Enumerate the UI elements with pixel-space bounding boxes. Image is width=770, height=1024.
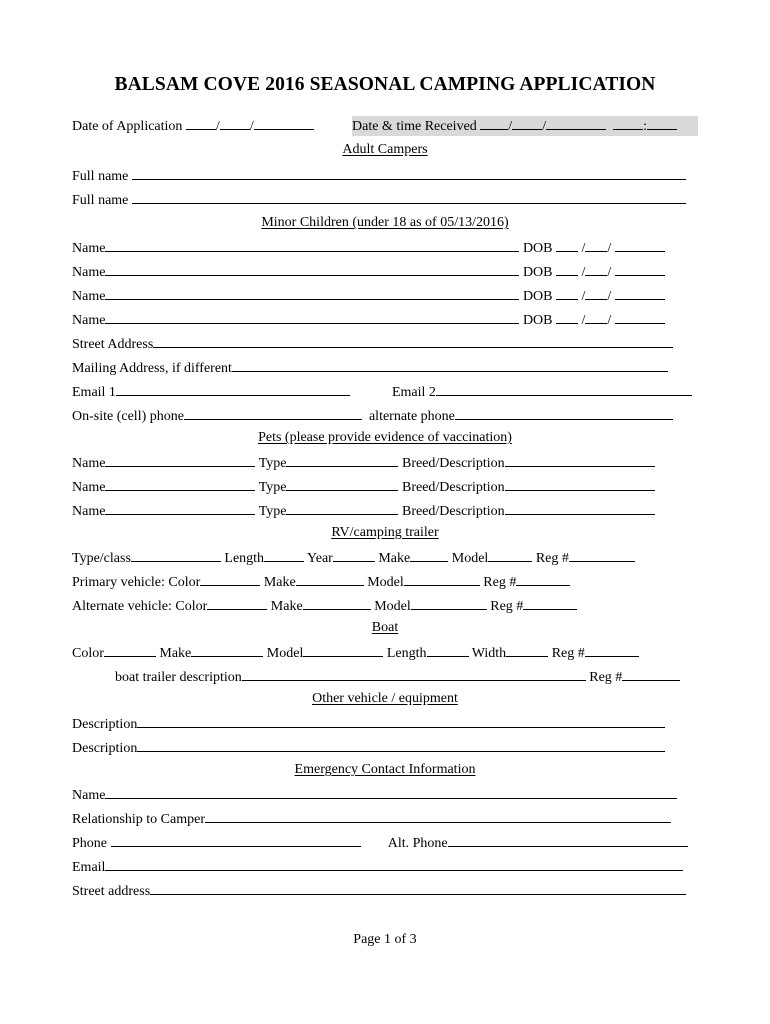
app-month-field[interactable] [186,116,216,130]
onsite-phone-label: On-site (cell) phone [72,409,184,424]
length-label: Length [224,551,265,566]
full-name-label: Full name [72,193,129,208]
email2-field[interactable] [436,382,692,396]
description-row-1 [72,714,665,734]
pet-breed-field-1[interactable] [505,453,655,467]
relationship-field[interactable] [205,809,671,823]
adult-campers-header: Adult Campers [342,142,428,157]
breed-label: Breed/Description [401,504,505,519]
name-label: Name [72,313,106,328]
rv-row [72,548,635,568]
mailing-address-field[interactable] [232,358,668,372]
model-label: Model [266,646,304,661]
name-label: Name [72,480,106,495]
boat-length-field[interactable] [427,643,469,657]
boat-header: Boat [371,620,399,635]
name-label: Name [72,289,106,304]
page-number: Page 1 of 3 [353,932,417,947]
width-label: Width [471,646,507,661]
reg-label: Reg # [589,670,623,685]
minor-name-field-1[interactable] [105,238,519,252]
emergency-street-field[interactable] [150,881,686,895]
length-label: Length [386,646,427,661]
recv-month-field[interactable] [480,116,508,130]
make-label: Make [378,551,411,566]
emergency-name-row [72,785,677,805]
alt-phone-field[interactable] [455,406,673,420]
minor-row-1: Name DOB / / [72,238,665,258]
breed-label: Breed/Description [401,456,505,471]
emergency-alt-phone-field[interactable] [448,833,688,847]
primary-vehicle-label: Primary vehicle: Color [72,575,201,590]
alternate-vehicle-row [72,596,577,616]
date-of-application-label: Date of Application [72,119,183,134]
minor-row-3: Name DOB / / [72,286,665,306]
adult-name-row-1 [72,166,686,186]
minor-name-field-3[interactable] [105,286,519,300]
name-label: Name [72,241,106,256]
dob-year-field-1[interactable] [615,238,665,252]
full-name-label: Full name [72,169,129,184]
name-label: Name [72,504,106,519]
dob-month-field-4[interactable] [556,310,578,324]
pet-name-field-2[interactable] [105,477,255,491]
alt-phone2-label: Alt. Phone [387,836,448,851]
description-row-2 [72,738,665,758]
boat-trailer-reg-field[interactable] [622,667,680,681]
street-address-label: Street Address [72,337,154,352]
breed-label: Breed/Description [401,480,505,495]
relationship-label: Relationship to Camper [72,812,205,827]
primary-make-field[interactable] [296,572,364,586]
pet-type-field-3[interactable] [286,501,398,515]
rv-year-field[interactable] [333,548,375,562]
app-day-field[interactable] [220,116,250,130]
primary-reg-field[interactable] [516,572,570,586]
rv-length-field[interactable] [264,548,304,562]
boat-trailer-field[interactable] [242,667,586,681]
recv-year-field[interactable] [546,116,606,130]
primary-color-field[interactable] [200,572,260,586]
name-label: Name [72,788,106,803]
onsite-phone-field[interactable] [184,406,362,420]
full-name-field-1[interactable] [132,166,686,180]
dob-day-field-2[interactable] [585,262,607,276]
date-received-label: Date & time Received [352,119,477,134]
mailing-address-label: Mailing Address, if different [72,361,232,376]
dob-day-field-1[interactable] [585,238,607,252]
email-row [72,382,692,402]
alternate-make-field[interactable] [303,596,371,610]
phone-row [72,406,673,426]
boat-trailer-label: boat trailer description [115,670,242,685]
date-received-row: Date & time Received / / : [352,116,698,136]
date-of-application-row: Date of Application / / [72,116,314,136]
boat-width-field[interactable] [506,643,548,657]
boat-row [72,643,639,663]
primary-vehicle-row [72,572,570,592]
pet-breed-field-3[interactable] [505,501,655,515]
pet-type-field-1[interactable] [286,453,398,467]
pet-type-field-2[interactable] [286,477,398,491]
emergency-email-row [72,857,683,877]
description-field-1[interactable] [137,714,665,728]
minor-name-field-2[interactable] [105,262,519,276]
model-label: Model [451,551,489,566]
emergency-email-field[interactable] [105,857,683,871]
reg-label: Reg # [483,575,517,590]
dob-day-field-3[interactable] [585,286,607,300]
name-label: Name [72,456,106,471]
minor-row-4: Name DOB / / [72,310,665,330]
mailing-address-row [72,358,668,378]
recv-minute-field[interactable] [647,116,677,130]
type-label: Type [258,504,287,519]
rv-reg-field[interactable] [569,548,635,562]
reg-label: Reg # [535,551,569,566]
pet-row-2 [72,477,655,497]
description-label: Description [72,717,138,732]
alternate-reg-field[interactable] [523,596,577,610]
emergency-phone-row [72,833,688,853]
recv-day-field[interactable] [512,116,542,130]
other-vehicle-header: Other vehicle / equipment [312,691,458,706]
model-label: Model [374,599,411,614]
relationship-row [72,809,671,829]
boat-trailer-row [115,667,680,687]
description-field-2[interactable] [137,738,665,752]
pet-row-1 [72,453,655,473]
make-label: Make [263,575,296,590]
typeclass-label: Type/class [72,551,131,566]
recv-hour-field[interactable] [613,116,643,130]
type-label: Type [258,456,287,471]
pets-header: Pets (please provide evidence of vaccination) [258,430,512,445]
make-label: Make [270,599,303,614]
boat-reg-field[interactable] [585,643,639,657]
pet-name-field-3[interactable] [105,501,255,515]
dob-label: DOB [522,289,553,304]
full-name-field-2[interactable] [132,190,686,204]
alternate-color-field[interactable] [207,596,267,610]
email2-label: Email 2 [391,385,436,400]
email-label: Email [72,860,106,875]
alt-phone-label: alternate phone [368,409,455,424]
app-year-field[interactable] [254,116,314,130]
pet-breed-field-2[interactable] [505,477,655,491]
minor-children-header: Minor Children (under 18 as of 05/13/2016) [261,215,509,230]
rv-typeclass-field[interactable] [131,548,221,562]
street-address-field[interactable] [153,334,673,348]
dob-label: DOB [522,265,553,280]
rv-make-field[interactable] [410,548,448,562]
street-address2-label: Street address [72,884,151,899]
make-label: Make [159,646,192,661]
phone-label: Phone [72,836,107,851]
minor-name-field-4[interactable] [105,310,519,324]
emergency-name-field[interactable] [105,785,677,799]
year-label: Year [307,551,333,566]
emergency-phone-field[interactable] [111,833,361,847]
model-label: Model [367,575,404,590]
emergency-street-row [72,881,686,901]
pet-name-field-1[interactable] [105,453,255,467]
email1-field[interactable] [116,382,350,396]
boat-make-field[interactable] [191,643,263,657]
email1-label: Email 1 [72,385,116,400]
minor-row-2: Name DOB / / [72,262,665,282]
adult-name-row-2 [72,190,686,210]
dob-month-field-3[interactable] [556,286,578,300]
primary-model-field[interactable] [404,572,480,586]
pet-row-3 [72,501,655,521]
dob-month-field-2[interactable] [556,262,578,276]
alternate-model-field[interactable] [411,596,487,610]
dob-year-field-4[interactable] [615,310,665,324]
boat-color-field[interactable] [104,643,156,657]
dob-month-field-1[interactable] [556,238,578,252]
emergency-contact-header: Emergency Contact Information [294,762,476,777]
rv-header: RV/camping trailer [331,525,439,540]
type-label: Type [258,480,287,495]
reg-label: Reg # [551,646,585,661]
name-label: Name [72,265,106,280]
dob-label: DOB [522,241,553,256]
street-address-row [72,334,673,354]
boat-model-field[interactable] [303,643,383,657]
rv-model-field[interactable] [488,548,532,562]
reg-label: Reg # [490,599,524,614]
description-label: Description [72,741,138,756]
dob-year-field-3[interactable] [615,286,665,300]
dob-year-field-2[interactable] [615,262,665,276]
color-label: Color [72,646,104,661]
dob-day-field-4[interactable] [585,310,607,324]
page-title: BALSAM COVE 2016 SEASONAL CAMPING APPLICATION [114,74,656,95]
alternate-vehicle-label: Alternate vehicle: Color [72,599,208,614]
dob-label: DOB [522,313,553,328]
